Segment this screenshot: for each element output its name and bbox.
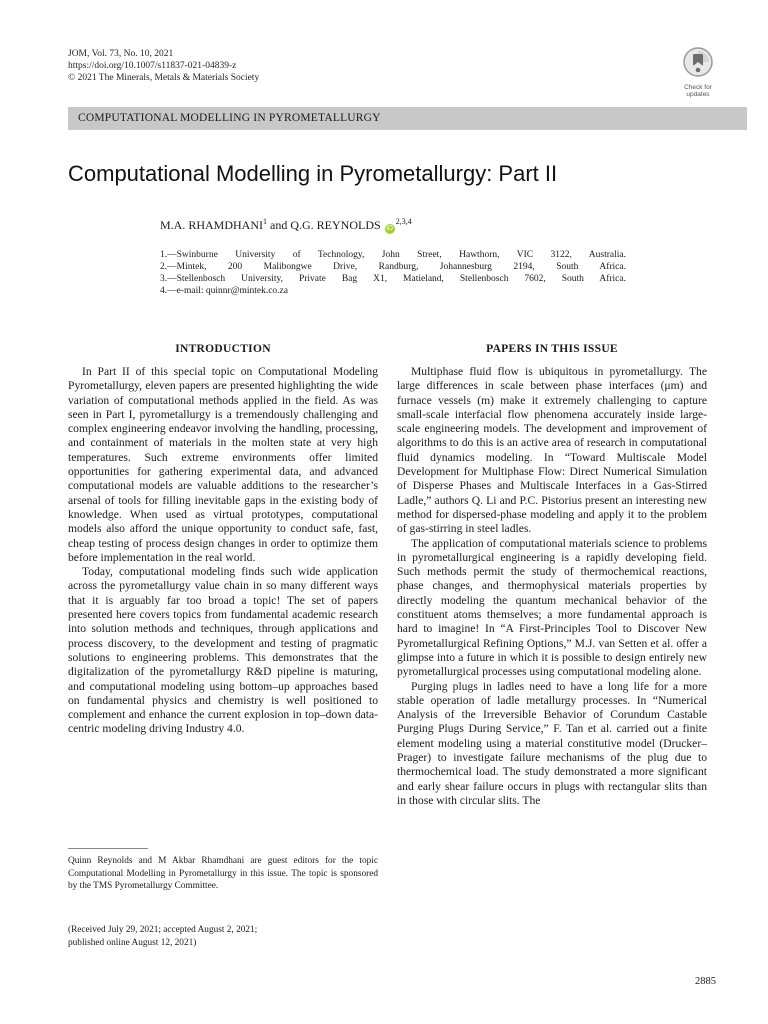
papers-heading: PAPERS IN THIS ISSUE bbox=[486, 343, 618, 355]
received-line: (Received July 29, 2021; accepted August 2, 2021; bbox=[68, 925, 258, 935]
section-banner: COMPUTATIONAL MODELLING IN PYROMETALLURGY bbox=[68, 107, 747, 130]
affiliation-superscript: 2,3,4 bbox=[395, 217, 412, 226]
introduction-heading: INTRODUCTION bbox=[175, 343, 271, 355]
introduction-column bbox=[68, 342, 378, 737]
journal-header bbox=[68, 48, 259, 84]
received-dates bbox=[68, 924, 378, 949]
author-conjunction: and bbox=[267, 218, 291, 232]
author-name: Q.G. REYNOLDS bbox=[290, 218, 381, 232]
journal-citation: JOM, Vol. 73, No. 10, 2021 bbox=[68, 49, 174, 59]
author-line bbox=[160, 217, 412, 234]
author-name: M.A. RHAMDHANI bbox=[160, 218, 264, 232]
orcid-icon[interactable]: iD bbox=[386, 225, 393, 232]
page-number: 2885 bbox=[695, 976, 716, 987]
affiliation-line: 3.—Stellenbosch University, Private Bag X1, Matieland, Stellenbosch 7602, South Africa. bbox=[160, 274, 626, 284]
footnote-divider bbox=[68, 848, 148, 849]
published-line: published online August 12, 2021) bbox=[68, 937, 197, 948]
body-paragraph: Multiphase fluid flow is ubiquitous in pyrometallurgy. The large differences in scale between phase interfaces (μm) and furnace vessels (m) make it extremely challenging to capture small-scale interfacial flow phenomena accurately inside large-scale engineering models. The development and improvement of algorithms to do this is an active area of research in computational fluid dynamics modeling. In “Toward Multiscale Model Development for Multiphase Flow: Direct Numerical Simulation of Disperse Phases and Multiscale Interfaces in a Gas-Stirred Ladle,” authors Q. Li and P.C. Pistorius present an interesting new method for dispersed-phase modeling and apply it to the problem of gas-stirring in steel ladles. bbox=[397, 365, 707, 536]
affiliation-superscript: 1 bbox=[263, 217, 268, 226]
copyright-line: © 2021 The Minerals, Metals & Materials Society bbox=[68, 73, 260, 83]
affiliation-line: 1.—Swinburne University of Technology, John Street, Hawthorn, VIC 3122, Australia. bbox=[160, 250, 626, 260]
crossmark-icon bbox=[682, 46, 714, 78]
article-title: Computational Modelling in Pyrometallurgy: Part II bbox=[68, 161, 558, 186]
check-for-updates-label: Check for updates bbox=[684, 84, 712, 98]
body-paragraph: Purging plugs in ladles need to have a long life for a more stable operation of ladle metallurgy processes. In “Numerical Analysis of the Irreversible Behavior of Corundum Castable Purging Plugs During Service,” F. Tan et al. carried out a finite element modeling using a material constitutive model (Drucker–Prager) to investigate failure mechanisms of the plug due to thermochemical load. The study demonstrated a more significant and early shear failure occurs in plugs with rectangular slits than in those with circular slits. The bbox=[397, 679, 707, 807]
papers-column bbox=[397, 342, 707, 808]
check-for-updates-badge[interactable] bbox=[680, 46, 716, 98]
body-paragraph: In Part II of this special topic on Computational Modeling Pyrometallurgy, eleven papers are presented highlighting the wide variation of computational methods applied in the field. As was seen in Part I, pyrometallurgy is a tremendously challenging and complex engineering endeavor involving the handling, processing, and containment of materials in the molten state at very high temperatures. Such extreme environments offer limited opportunities for gathering experimental data, and advanced computational models are valuable additions to the researcher’s arsenal of tools for filling inevitable gaps in the existing body of knowledge. When used as virtual prototypes, computational models also afford the unique opportunity to conduct safe, fast, cheap testing of process design changes in order to optimize them before implementation in the real world. bbox=[68, 365, 378, 564]
body-paragraph: Today, computational modeling finds such wide application across the pyrometallurgy value chain in so many different ways that it is arguably far too broad a topic! The set of papers presented here covers topics from fundamental academic research into solution methods and techniques, through applications and process discovery, to the development and testing of pragmatic solutions to engineering problems. This demonstrates that the digitalization of the pyrometallurgy R&D pipeline is maturing, and computational modeling using bottom–up approaches based on fundamental physics and chemistry is well positioned to complement and enhance the current explosion in top–down data-centric modeling driving Industry 4.0. bbox=[68, 565, 378, 736]
body-paragraph: The application of computational materials science to problems in pyrometallurgical engineering is a rapidly developing field. Such methods permit the study of thermochemical reactions, phase changes, and thermophysical materials properties by directly modeling the quantum mechanical behavior of the constituent atoms themselves; a more fundamental approach is hard to imagine! In “A First-Principles Tool to Discover New Pyrometallurgical Refining Options,” M.J. van Setten et al. offer a glimpse into a future in which it is possible to design entirely new pyrometallurgical processes using computational modeling alone. bbox=[397, 536, 707, 679]
doi-link[interactable]: https://doi.org/10.1007/s11837-021-04839-z bbox=[68, 61, 237, 71]
editor-footnote: Quinn Reynolds and M Akbar Rhamdhani are guest editors for the topic Computational Modelling in Pyrometallurgy in this issue. The topic is sponsored by the TMS Pyrometallurgy Committee. bbox=[68, 856, 378, 891]
affiliation-email: 4.—e-mail: quinnr@mintek.co.za bbox=[160, 286, 288, 296]
affiliations bbox=[160, 249, 626, 297]
affiliation-line: 2.—Mintek, 200 Malibongwe Drive, Randburg, Johannesburg 2194, South Africa. bbox=[160, 262, 626, 272]
